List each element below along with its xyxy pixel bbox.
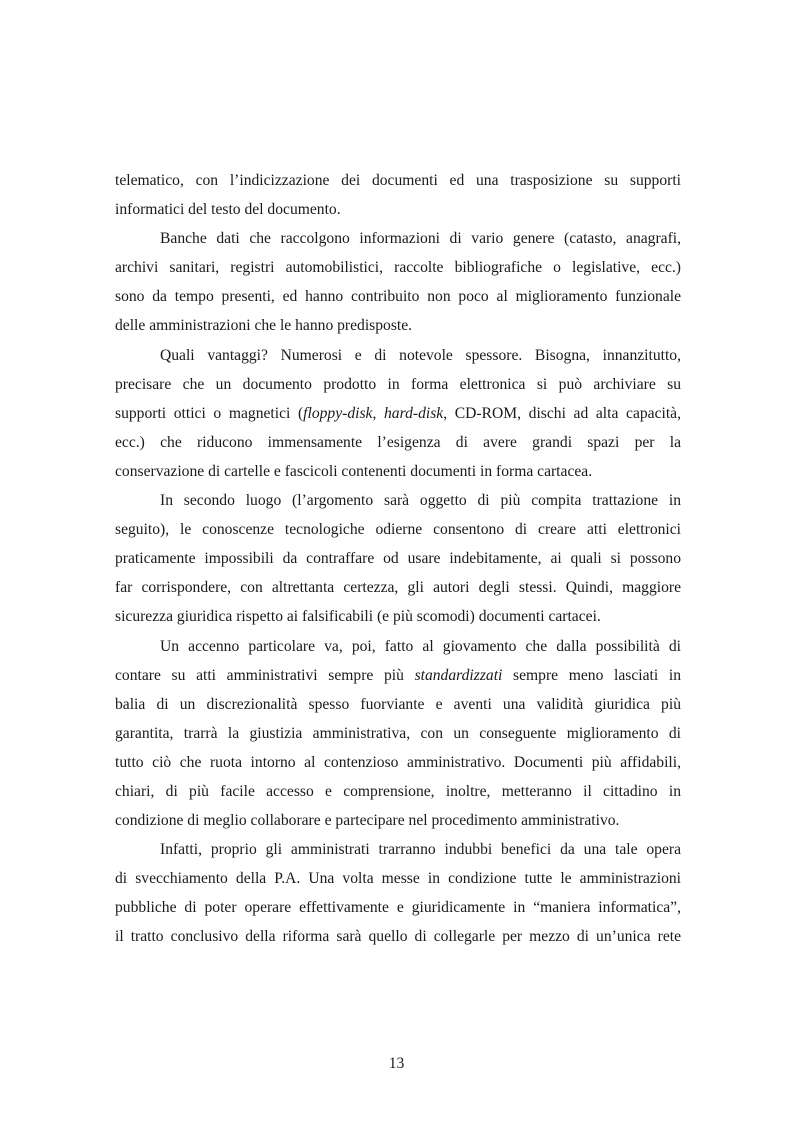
italic-text: hard-disk	[384, 404, 444, 422]
text-line	[115, 777, 681, 806]
text-segment: pubbliche di poter operare effettivamente e giuridicamente in “maniera informatica”,	[115, 899, 681, 917]
paragraph	[115, 166, 681, 224]
paragraph	[115, 835, 681, 951]
text-line	[115, 602, 681, 631]
text-segment: ecc.) che riducono immensamente l’esigenza di avere grandi spazi per la	[115, 433, 681, 451]
text-line	[115, 224, 681, 253]
text-segment: telematico, con l’indicizzazione dei documenti ed una trasposizione su supporti	[115, 172, 681, 189]
text-line	[115, 311, 681, 340]
text-line	[115, 399, 681, 428]
text-segment: conservazione di cartelle e fascicoli contenenti documenti in forma cartacea.	[115, 462, 593, 480]
text-segment: Un accenno particolare va, poi, fatto al giovamento che dalla possibilità di	[160, 637, 681, 655]
italic-text: standardizzati	[414, 666, 503, 684]
text-line	[115, 690, 681, 719]
text-segment: chiari, di più facile accesso e comprensione, inoltre, metteranno il cittadino in	[115, 782, 681, 800]
text-segment: delle amministrazioni che le hanno predisposte.	[115, 317, 413, 335]
text-line	[115, 428, 681, 457]
text-segment: far corrispondere, con altrettanta certezza, gli autori degli stessi. Quindi, maggiore	[115, 579, 681, 597]
text-line	[115, 835, 681, 864]
text-segment: Infatti, proprio gli amministrati trarranno indubbi benefici da una tale opera	[160, 841, 681, 859]
text-line	[115, 486, 681, 515]
paragraph	[115, 341, 681, 486]
text-segment: praticamente impossibili da contraffare od usare indebitamente, ai quali si possono	[115, 550, 681, 568]
text-segment: archivi sanitari, registri automobilistici, raccolte bibliografiche o legislative, ecc.)	[115, 259, 681, 277]
text-segment: supporti ottici o magnetici (	[115, 404, 304, 422]
text-segment: balia di un discrezionalità spesso fuorviante e aventi una validità giuridica più	[115, 695, 681, 713]
text-line	[115, 166, 681, 195]
text-segment: tutto ciò che ruota intorno al contenzioso amministrativo. Documenti più affidabili,	[115, 753, 681, 771]
text-segment: In secondo luogo (l’argomento sarà oggetto di più compita trattazione in	[160, 492, 681, 510]
paragraph	[115, 486, 681, 631]
text-line	[115, 282, 681, 311]
text-segment: contare su atti amministrativi sempre più	[115, 666, 415, 684]
text-line	[115, 632, 681, 661]
text-line	[115, 573, 681, 602]
text-line	[115, 806, 681, 835]
text-line	[115, 661, 681, 690]
text-line	[115, 515, 681, 544]
italic-text: floppy-disk	[303, 404, 373, 422]
paragraph	[115, 224, 681, 340]
text-line	[115, 748, 681, 777]
text-line	[115, 893, 681, 922]
text-segment: precisare che un documento prodotto in forma elettronica si può archiviare su	[115, 375, 681, 393]
text-segment: sempre meno lasciati in	[502, 666, 681, 684]
text-segment: seguito), le conoscenze tecnologiche odierne consentono di creare atti elettronici	[115, 521, 681, 539]
text-line	[115, 922, 681, 951]
text-segment: di svecchiamento della P.A. Una volta messe in condizione tutte le amministrazioni	[115, 870, 681, 888]
text-segment: condizione di meglio collaborare e partecipare nel procedimento amministrativo.	[115, 812, 620, 830]
page-number: 13	[388, 1055, 405, 1072]
text-line	[115, 370, 681, 399]
text-line	[115, 544, 681, 573]
text-line	[115, 341, 681, 370]
text-segment: garantita, trarrà la giustizia amministrativa, con un conseguente miglioramento di	[115, 724, 681, 742]
text-segment: ,	[372, 404, 384, 422]
text-segment: sono da tempo presenti, ed hanno contribuito non poco al miglioramento funzionale	[115, 288, 681, 306]
text-segment: Quali vantaggi? Numerosi e di notevole spessore. Bisogna, innanzitutto,	[160, 346, 681, 364]
text-line	[115, 195, 681, 224]
body-text	[115, 166, 681, 952]
paragraph	[115, 632, 681, 836]
text-segment: Banche dati che raccolgono informazioni di vario genere (catasto, anagrafi,	[160, 230, 681, 248]
text-line	[115, 719, 681, 748]
text-line	[115, 457, 681, 486]
text-line	[115, 253, 681, 282]
text-line	[115, 864, 681, 893]
text-segment: , CD-ROM, dischi ad alta capacità,	[443, 404, 681, 422]
text-segment: il tratto conclusivo della riforma sarà quello di collegarle per mezzo di un’unica rete	[115, 928, 681, 946]
text-segment: sicurezza giuridica rispetto ai falsificabili (e più scomodi) documenti cartacei.	[115, 608, 601, 626]
text-segment: informatici del testo del documento.	[115, 201, 341, 219]
